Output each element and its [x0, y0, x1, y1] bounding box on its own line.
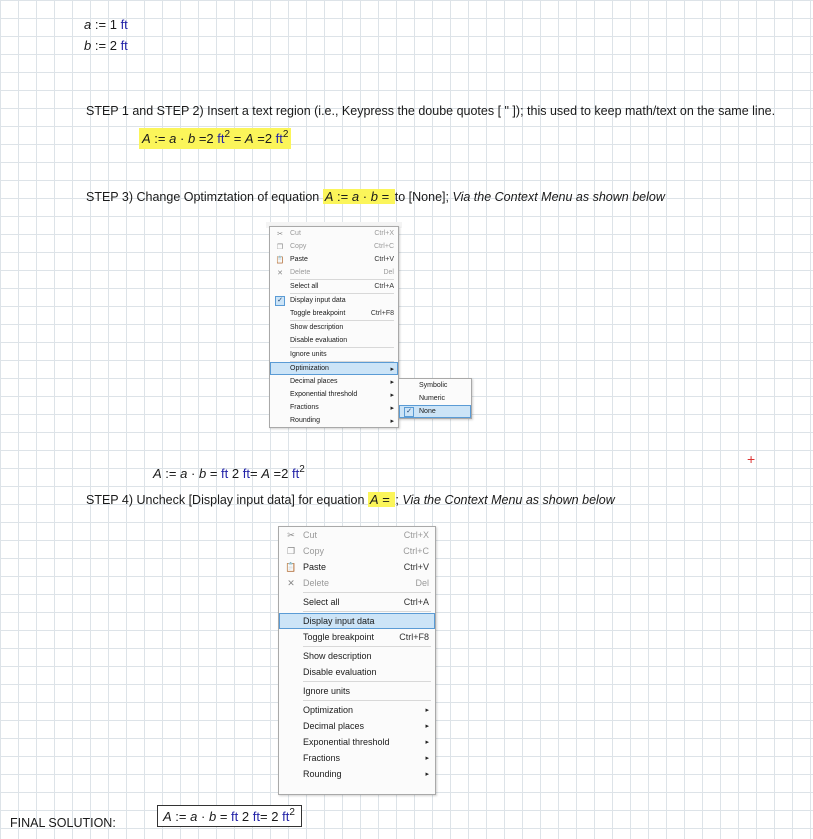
value: 2	[264, 131, 273, 146]
equals: =	[209, 466, 218, 481]
menu-item-copy[interactable]	[270, 240, 398, 253]
menu-item-label: Cut	[290, 230, 301, 237]
unit-ft: ft	[252, 809, 260, 824]
value: 2	[109, 38, 117, 53]
unit-ft: ft	[231, 809, 239, 824]
menu-item-label: Paste	[290, 256, 308, 263]
menu-item-shortcut: Ctrl+C	[403, 546, 429, 556]
semicolon: ;	[395, 493, 399, 507]
menu-item-display-input-data[interactable]	[279, 613, 435, 629]
equals: =	[250, 466, 258, 481]
menu-item-label: Optimization	[303, 705, 354, 715]
menu-item-rounding[interactable]	[270, 414, 398, 427]
define-operator: :=	[94, 17, 107, 32]
menu-item-paste[interactable]	[279, 559, 435, 575]
value: 2	[206, 131, 214, 146]
dot-operator: ·	[191, 466, 196, 481]
unit-ft: ft	[291, 466, 300, 481]
var-A: A	[261, 466, 270, 481]
scissors-icon: ✂	[287, 529, 295, 540]
menu-separator	[303, 681, 431, 682]
menu-item-show-description[interactable]	[279, 648, 435, 664]
menu-item-paste[interactable]	[270, 253, 398, 266]
step-3-suffix: Via the Context Menu as shown below	[452, 190, 665, 204]
menu-separator	[303, 700, 431, 701]
menu-item-label: Copy	[303, 546, 325, 556]
exponent: 2	[282, 129, 289, 140]
var-b: b	[370, 189, 378, 204]
menu-item-label: Copy	[290, 243, 307, 250]
menu-item-label: Select all	[303, 597, 340, 607]
submenu-arrow-icon: ▸	[390, 391, 394, 399]
menu-item-label: Show description	[303, 651, 372, 661]
submenu-arrow-icon: ▸	[390, 365, 394, 373]
paste-icon: 📋	[285, 561, 297, 572]
menu-item-label: Ignore units	[290, 351, 327, 358]
submenu-item-numeric[interactable]	[399, 392, 471, 405]
value: 2	[271, 809, 279, 824]
unit-ft: ft	[221, 466, 229, 481]
context-menu-large	[278, 526, 436, 795]
menu-item-label: Show description	[290, 324, 344, 331]
submenu-arrow-icon: ▸	[425, 755, 429, 762]
menu-gutter	[399, 407, 419, 417]
menu-gutter	[270, 243, 290, 251]
menu-item-shortcut: Ctrl+V	[403, 562, 429, 572]
menu-item-label: Toggle breakpoint	[290, 310, 346, 317]
equals: =	[382, 492, 390, 507]
copy-icon: ❐	[276, 243, 284, 251]
menu-item-ignore-units[interactable]	[279, 683, 435, 699]
checkmark-icon: ✓	[404, 407, 414, 417]
menu-item-label: Display input data	[290, 297, 346, 304]
menu-item-shortcut: Ctrl+F8	[399, 632, 429, 642]
definition-a[interactable]	[84, 17, 128, 32]
menu-item-label: Exponential threshold	[290, 391, 358, 398]
menu-item-label: Fractions	[303, 753, 341, 763]
menu-item-shortcut: Ctrl+A	[374, 283, 394, 290]
insertion-cursor-icon: +	[747, 451, 756, 467]
step-3-prefix: STEP 3) Change Optimztation of equation	[86, 190, 320, 204]
equals: =	[233, 131, 242, 146]
submenu-arrow-icon: ▸	[390, 417, 394, 425]
menu-gutter	[270, 296, 290, 306]
dot-operator: ·	[201, 809, 206, 824]
submenu-arrow-icon: ▸	[425, 739, 429, 746]
equals: =	[260, 809, 268, 824]
unit-ft: ft	[275, 131, 283, 146]
submenu-item-none[interactable]	[399, 405, 471, 418]
menu-item-shortcut: Ctrl+X	[374, 230, 394, 237]
var-b: b	[187, 131, 196, 146]
menu-item-disable-evaluation[interactable]	[279, 664, 435, 680]
menu-item-label: Delete	[290, 269, 311, 276]
delete-icon: ✕	[287, 577, 295, 588]
unit-ft: ft	[242, 466, 250, 481]
define-operator: :=	[175, 809, 187, 824]
var-a: a	[169, 131, 177, 146]
var-b: b	[198, 466, 207, 481]
var-b: b	[84, 38, 92, 53]
equation-step-1-2[interactable]	[139, 128, 291, 149]
menu-item-exponential-threshold[interactable]	[279, 734, 435, 750]
menu-item-delete[interactable]	[279, 575, 435, 591]
menu-gutter	[279, 546, 303, 557]
value: 2	[231, 466, 240, 481]
paste-icon: 📋	[275, 256, 285, 264]
menu-item-label: Ignore units	[303, 686, 351, 696]
var-a: a	[351, 189, 360, 204]
optimization-submenu	[398, 378, 472, 419]
definition-b[interactable]	[84, 38, 128, 53]
equation-result-line[interactable]	[153, 466, 305, 481]
step-4-prefix: STEP 4) Uncheck [Display input data] for equation	[86, 493, 365, 507]
step-4-text[interactable]	[86, 492, 615, 507]
menu-item-label: Optimization	[290, 365, 329, 372]
var-A: A	[153, 466, 162, 481]
scissors-icon: ✂	[277, 230, 283, 238]
equals: =	[257, 131, 265, 146]
menu-item-label: Decimal places	[290, 378, 338, 385]
unit-ft: ft	[217, 131, 225, 146]
equals: =	[198, 131, 207, 146]
menu-item-shortcut: Ctrl+A	[403, 597, 429, 607]
menu-item-label: Cut	[303, 530, 318, 540]
menu-separator	[303, 592, 431, 593]
menu-item-toggle-breakpoint[interactable]	[279, 629, 435, 645]
equals: =	[381, 189, 390, 204]
menu-item-rounding[interactable]	[279, 766, 435, 782]
menu-gutter	[279, 578, 303, 589]
menu-item-select-all[interactable]	[279, 594, 435, 610]
var-A: A	[244, 131, 254, 146]
menu-item-label: Display input data	[303, 616, 375, 626]
define-operator: :=	[165, 466, 177, 481]
dot-operator: ·	[362, 189, 368, 204]
define-operator: :=	[337, 189, 349, 204]
exponent: 2	[299, 464, 305, 475]
var-a: a	[190, 809, 198, 824]
final-solution-equation[interactable]	[157, 805, 302, 827]
value: 2	[241, 809, 250, 824]
menu-gutter	[279, 530, 303, 541]
menu-item-label: Paste	[303, 562, 327, 572]
menu-item-cut[interactable]	[270, 227, 398, 240]
submenu-item-symbolic[interactable]	[399, 379, 471, 392]
var-A: A	[142, 131, 151, 146]
menu-item-label: Decimal places	[303, 721, 365, 731]
var-A: A	[324, 189, 334, 204]
menu-item-exponential-threshold[interactable]	[270, 388, 398, 401]
step-3-mid: to [None];	[394, 190, 449, 204]
menu-item-show-description[interactable]	[270, 321, 398, 334]
var-b: b	[208, 809, 217, 824]
submenu-arrow-icon: ▸	[425, 771, 429, 778]
var-a: a	[84, 17, 92, 32]
menu-item-shortcut: Ctrl+F8	[370, 310, 394, 317]
value: 1	[109, 17, 117, 32]
menu-item-label: Rounding	[303, 769, 342, 779]
equation-inline-step-3	[323, 189, 395, 204]
final-solution-label: FINAL SOLUTION:	[10, 816, 116, 830]
menu-item-shortcut: Ctrl+X	[403, 530, 429, 540]
equals: =	[273, 466, 282, 481]
menu-item-toggle-breakpoint[interactable]	[270, 307, 398, 320]
menu-item-shortcut: Ctrl+C	[373, 243, 394, 250]
submenu-arrow-icon: ▸	[390, 378, 394, 386]
step-3-text[interactable]	[86, 189, 665, 204]
menu-gutter	[279, 562, 303, 573]
var-A: A	[369, 492, 379, 507]
menu-separator	[303, 611, 431, 612]
menu-item-shortcut: Ctrl+V	[374, 256, 394, 263]
unit-ft: ft	[282, 809, 290, 824]
step-4-suffix: Via the Context Menu as shown below	[402, 493, 615, 507]
menu-item-optimization[interactable]	[270, 362, 398, 375]
copy-icon: ❐	[286, 545, 296, 556]
menu-item-label: Toggle breakpoint	[303, 632, 375, 642]
menu-item-label: Delete	[303, 578, 330, 588]
menu-item-decimal-places[interactable]	[270, 375, 398, 388]
menu-item-copy[interactable]	[279, 543, 435, 559]
menu-gutter	[270, 256, 290, 264]
step-1-2-text[interactable]: STEP 1 and STEP 2) Insert a text region (i.e., Keypress the doube quotes [ " ]); this used to keep math/text on the same line.	[86, 104, 776, 118]
menu-gutter	[270, 269, 290, 277]
unit-ft: ft	[120, 38, 128, 53]
menu-item-label: Disable evaluation	[303, 667, 377, 677]
menu-gutter	[270, 230, 290, 238]
unit-ft: ft	[120, 17, 128, 32]
menu-item-label: Fractions	[290, 404, 319, 411]
menu-item-label: Rounding	[290, 417, 320, 424]
menu-item-select-all[interactable]	[270, 280, 398, 293]
value: 2	[281, 466, 289, 481]
menu-item-delete[interactable]	[270, 266, 398, 279]
var-A: A	[163, 809, 172, 824]
define-operator: :=	[154, 131, 166, 146]
var-a: a	[180, 466, 188, 481]
checkmark-icon: ✓	[275, 296, 285, 306]
context-menu-small	[269, 226, 399, 428]
menu-item-label: Numeric	[419, 395, 446, 402]
submenu-arrow-icon: ▸	[425, 723, 429, 730]
menu-item-shortcut: Del	[383, 269, 394, 276]
menu-item-fractions[interactable]	[270, 401, 398, 414]
define-operator: :=	[94, 38, 107, 53]
delete-icon: ✕	[277, 269, 283, 277]
exponent: 2	[224, 129, 231, 140]
menu-item-label: Disable evaluation	[290, 337, 348, 344]
dot-operator: ·	[180, 131, 185, 146]
menu-item-fractions[interactable]	[279, 750, 435, 766]
menu-item-label: Symbolic	[419, 382, 448, 389]
menu-item-cut[interactable]	[279, 527, 435, 543]
menu-item-label: Exponential threshold	[303, 737, 390, 747]
submenu-arrow-icon: ▸	[390, 404, 394, 412]
menu-item-optimization[interactable]	[279, 702, 435, 718]
menu-item-label: None	[419, 408, 436, 415]
menu-separator	[303, 646, 431, 647]
menu-item-display-input-data[interactable]	[270, 294, 398, 307]
menu-item-ignore-units[interactable]	[270, 348, 398, 361]
equals: =	[219, 809, 228, 824]
exponent: 2	[289, 807, 295, 818]
menu-item-decimal-places[interactable]	[279, 718, 435, 734]
menu-item-disable-evaluation[interactable]	[270, 334, 398, 347]
submenu-arrow-icon: ▸	[425, 707, 429, 714]
equation-inline-step-4	[368, 492, 399, 507]
menu-item-shortcut: Del	[415, 578, 429, 588]
menu-item-label: Select all	[290, 283, 319, 290]
